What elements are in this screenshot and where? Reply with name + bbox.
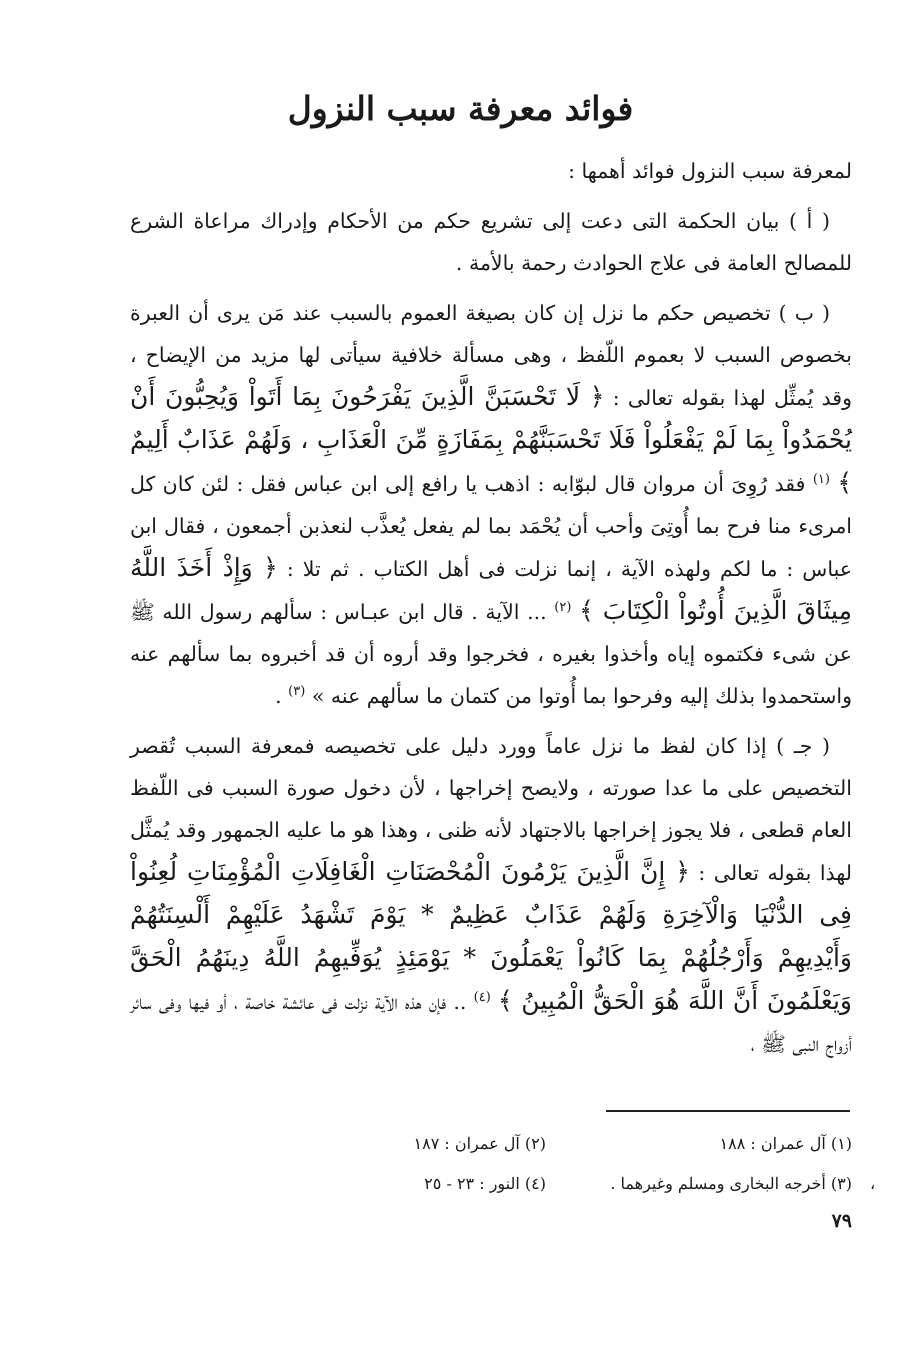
paragraph-b-text-3: ... الآية . قال ابن عبـاس : سألهم رسول الله ﷺ عن شىء فكتموه إياه وأخذوا بغيره ، فخرجوا وقد أروه أن قد أخبروه بما سألهم عنه واستحمدوا بذلك إليه وفرحوا بما أُوتوا من كتمان ما سألهم عنه » xyxy=(130,600,852,708)
intro-line: لمعرفة سبب النزول فوائد أهمها : xyxy=(568,159,852,183)
footnote-2: (٢) آل عمران : ١٨٧ xyxy=(413,1134,546,1153)
footnote-row xyxy=(240,1164,852,1204)
quran-verse-1: ﴿ لَا تَحْسَبَنَّ الَّذِينَ يَفْرَحُونَ بِمَا أَتَواْ وَيُحِبُّونَ أَنْ يُحْمَدُواْ بِمَا لَمْ يَفْعَلُواْ فَلَا تَحْسَبَنَّهُمْ بِمَفَازَةٍ مِّنَ الْعَذَابِ ، وَلَهُمْ عَذَابٌ أَلِيمٌ ﴾ xyxy=(130,382,852,497)
paragraph-b xyxy=(130,292,852,717)
footnote-marker-2: (٢) xyxy=(554,600,572,616)
footnote-1: (١) آل عمران : ١٨٨ xyxy=(719,1134,852,1153)
footnote-3: (٣) أخرجه البخارى ومسلم وغيرهما . xyxy=(610,1174,852,1193)
paragraph-b-text-1: ( ب ) تخصيص حكم ما نزل إن كان بصيغة العموم بالسبب عند مَن يرى أن العبرة بخصوص السبب لا بعموم اللّفظ ، وهى مسألة خلافية سيأتى لها مزيد من الإيضاح ، وقد يُمثِّل لهذا بقوله تعالى : xyxy=(130,301,852,410)
body-text xyxy=(130,150,852,1073)
quran-verse-3: ﴿ إِنَّ الَّذِينَ يَرْمُونَ الْمُحْصَنَاتِ الْغَافِلَاتِ الْمُؤْمِنَاتِ لُعِنُواْ فِى الدُّنْيَا وَالْآخِرَةِ وَلَهُمْ عَذَابٌ عَظِيمٌ * يَوْمَ تَشْهَدُ عَلَيْهِمْ أَلْسِنَتُهُمْ وَأَيْدِيهِمْ وَأَرْجُلُهُمْ بِمَا كَانُواْ يَعْمَلُونَ * يَوْمَئِذٍ يُوَفِّيهِمُ اللَّهُ دِينَهُمُ الْحَقَّ وَيَعْلَمُونَ أَنَّ اللَّهَ هُوَ الْحَقُّ الْمُبِينُ ﴾ xyxy=(130,857,852,1015)
paragraph-b-end: . xyxy=(275,684,282,708)
paragraph-c xyxy=(130,725,852,1065)
paragraph-c-text-2: .. فإن هذه الآية نزلت فى عائشة خاصة ، أو فيها وفى سائر أزواج النبى ﷺ ، xyxy=(130,990,852,1056)
footnote-divider xyxy=(606,1110,850,1112)
footnote-4: (٤) النور : ٢٣ - ٢٥ xyxy=(424,1174,546,1193)
page-number: ٧٩ xyxy=(831,1210,852,1232)
section-title: فوائد معرفة سبب النزول xyxy=(287,89,634,128)
footnote-row xyxy=(240,1124,852,1164)
paragraph-a: ( أ ) بيان الحكمة التى دعت إلى تشريع حكم من الأحكام وإدراك مراعاة الشرع للمصالح العامة فى علاج الحوادث رحمة بالأمة . xyxy=(130,209,852,275)
footnote-marker-3: (٣) xyxy=(288,684,306,700)
quran-verse-2: ﴿ وَإِذْ أَخَذَ اللَّهُ مِيثَاقَ الَّذِينَ أُوتُواْ الْكِتَابَ ﴾ xyxy=(130,553,852,625)
footnotes xyxy=(240,1124,852,1204)
paragraph-c-text-1: ( جـ ) إذا كان لفظ ما نزل عاماً وورد دليل على تخصيصه فمعرفة السبب تُقصر التخصيص على ما عدا صورته ، ولايصح إخراجها ، لأن دخول صورة السبب فى اللّفظ العام قطعى ، فلا يجوز إخراجها بالاجتهاد لأنه ظنى ، وهذا هو ما عليه الجمهور وقد يُمثَّل لهذا بقوله تعالى : xyxy=(130,734,852,885)
paragraph-b-text-2: فقد رُوِىَ أن مروان قال لبوّابه : اذهب يا رافع إلى ابن عباس فقل : لئن كان كل امرىء منا فرح بما أُوتِىَ وأحب أن يُحْمَد بما لم يفعل يُعذَّب لنعذبن أجمعون ، فقال ابن عباس : ما لكم ولهذه الآية ، إنما نزلت فى أهل الكتاب . ثم تلا : xyxy=(130,472,852,581)
footnote-marker-1: (١) xyxy=(812,472,830,488)
margin-mark: ، xyxy=(870,1174,876,1193)
footnote-marker-4: (٤) xyxy=(473,990,491,1006)
